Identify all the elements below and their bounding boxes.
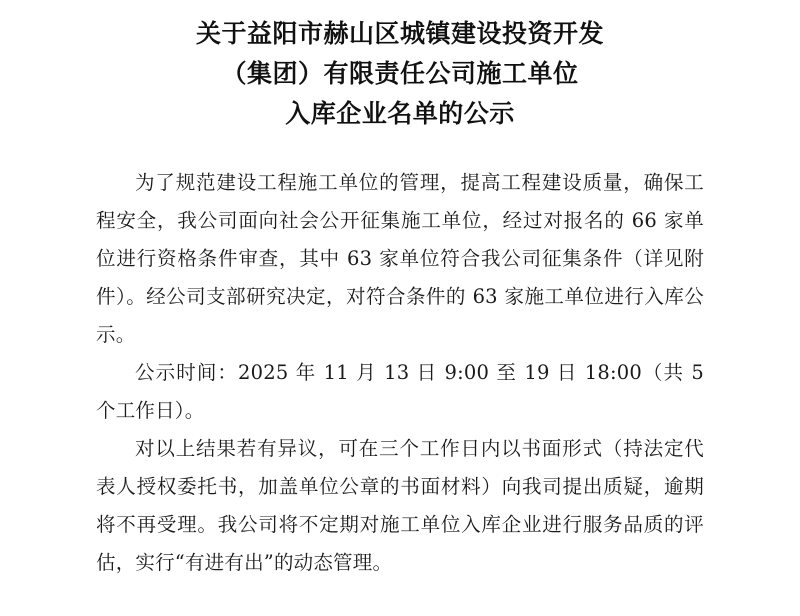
title-line-1: 关于益阳市赫山区城镇建设投资开发 [195, 19, 604, 48]
paragraph-1: 为了规范建设工程施工单位的管理，提高工程建设质量，确保工程安全，我公司面向社会公开征集施工单位，经过对报名的 66 家单位进行资格条件审查，其中 63 家单位符合我公司征集条件（详见附件）。经公司支部研究决定，对符合条件的 63 家施工单位进行入库公示。 [96, 171, 704, 346]
title-line-3: 入库企业名单的公示 [285, 99, 515, 128]
paragraph-3: 对以上结果若有异议，可在三个工作日内以书面形式（持法定代表人授权委托书，加盖单位公章的书面材料）向我司提出质疑，逾期将不再受理。我公司将不定期对施工单位入库企业进行服务品质的评估，实行“有进有出”的动态管理。 [96, 437, 704, 574]
paragraph-2: 公示时间：2025 年 11 月 13 日 9:00 至 19 日 18:00（共 5 个工作日）。 [96, 361, 704, 422]
title-line-2: （集团）有限责任公司施工单位 [221, 59, 579, 88]
page-title [96, 14, 704, 134]
document-body [96, 164, 704, 582]
